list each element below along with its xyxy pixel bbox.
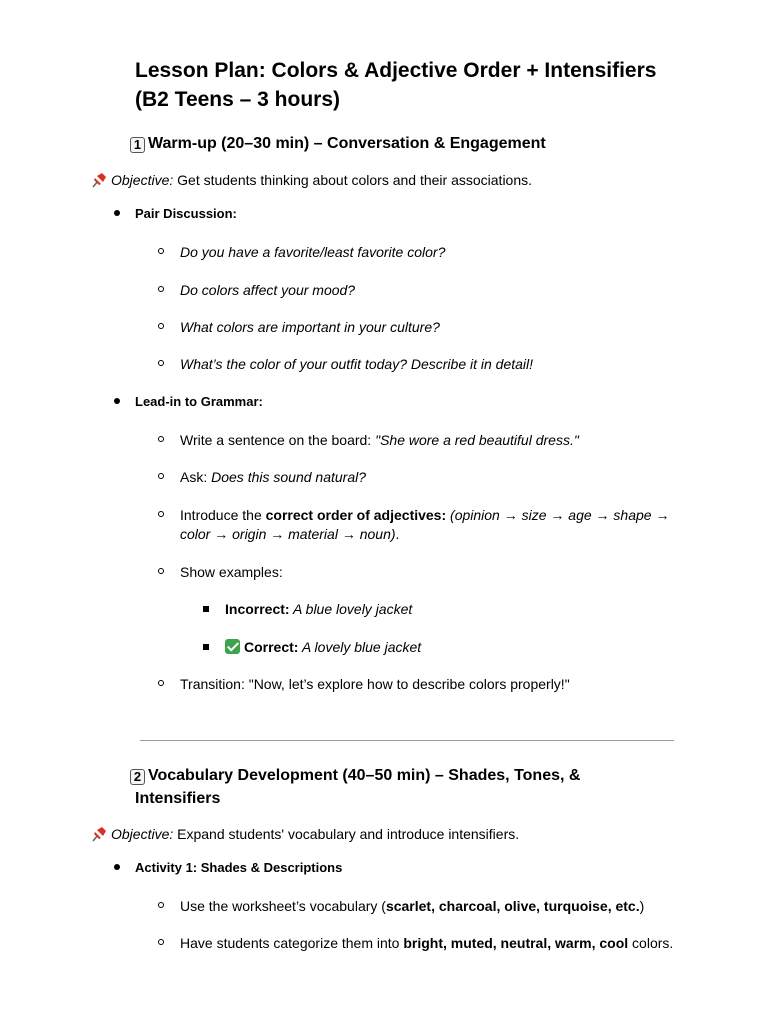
example-sentence: "She wore a red beautiful dress." <box>375 432 579 448</box>
write-prefix: Write a sentence on the board: <box>180 432 376 448</box>
bullet-circle <box>158 902 164 908</box>
section-divider <box>140 740 674 741</box>
pair-discussion-bullet <box>114 205 237 223</box>
discussion-question: Do colors affect your mood? <box>180 282 356 298</box>
list-item <box>158 933 673 953</box>
keycap-number-icon: 2 <box>130 769 145 785</box>
objective-label: Objective: <box>111 826 174 842</box>
section-2-heading <box>130 764 580 787</box>
correct-example: A lovely blue jacket <box>298 639 422 655</box>
bullet-circle <box>158 360 164 366</box>
bullet-circle <box>158 286 164 292</box>
incorrect-example: A blue lovely jacket <box>289 601 413 617</box>
list-item-continuation <box>180 524 399 544</box>
section-1-heading <box>130 132 546 155</box>
list-item <box>158 674 570 694</box>
section-1-objective <box>90 171 532 189</box>
list-item <box>158 280 355 300</box>
list-item <box>203 637 421 657</box>
ask-question: Does this sound natural? <box>211 469 366 485</box>
adjective-order-part-2: color → origin → material → noun) <box>180 526 396 542</box>
bullet-circle <box>158 680 164 686</box>
vocab-prefix: Use the worksheet’s vocabulary ( <box>180 898 386 914</box>
list-item <box>158 354 533 374</box>
bullet-dot <box>114 864 120 870</box>
list-item <box>158 467 366 487</box>
list-item <box>203 599 412 619</box>
discussion-question: What’s the color of your outfit today? Describe it in detail! <box>180 356 534 372</box>
section-2-objective <box>90 825 519 843</box>
ask-prefix: Ask: <box>180 469 212 485</box>
vocab-words: scarlet, charcoal, olive, turquoise, etc. <box>385 898 640 914</box>
bullet-circle <box>158 939 164 945</box>
pushpin-icon <box>90 171 108 189</box>
transition-text: Transition: "Now, let’s explore how to describe colors properly!" <box>180 676 570 692</box>
discussion-question: Do you have a favorite/least favorite color? <box>180 244 446 260</box>
bullet-circle <box>158 436 164 442</box>
pair-discussion-label: Pair Discussion: <box>135 206 237 221</box>
document-title-line-1: Lesson Plan: Colors & Adjective Order + Intensifiers <box>135 59 657 82</box>
bullet-dot <box>114 398 120 404</box>
bullet-circle <box>158 473 164 479</box>
bullet-circle <box>158 248 164 254</box>
discussion-question: What colors are important in your culture? <box>180 319 440 335</box>
bullet-circle <box>158 323 164 329</box>
objective-label: Objective: <box>111 172 174 188</box>
list-item <box>158 896 644 916</box>
objective-text: Get students thinking about colors and their associations. <box>173 172 533 188</box>
bullet-square <box>203 644 209 650</box>
bullet-circle <box>158 511 164 517</box>
list-item <box>158 562 283 582</box>
adjective-order-part-1: (opinion → size → age → shape → <box>446 507 670 523</box>
document-title-line-2: (B2 Teens – 3 hours) <box>135 88 340 111</box>
correct-label: Correct: <box>244 639 299 655</box>
incorrect-label: Incorrect: <box>225 601 290 617</box>
activity-1-label: Activity 1: Shades & Descriptions <box>135 860 343 875</box>
list-item <box>158 430 579 450</box>
section-2-heading-text: Vocabulary Development (40–50 min) – Shades, Tones, & <box>148 767 581 784</box>
introduce-bold: correct order of adjectives: <box>265 507 447 523</box>
introduce-end: . <box>395 526 400 542</box>
lead-in-label: Lead-in to Grammar: <box>135 394 263 409</box>
activity-1-bullet <box>114 859 342 877</box>
objective-text: Expand students' vocabulary and introduce intensifiers. <box>173 826 520 842</box>
show-examples: Show examples: <box>180 564 283 580</box>
bullet-circle <box>158 568 164 574</box>
section-1-heading-text: Warm-up (20–30 min) – Conversation & Engagement <box>148 135 546 152</box>
list-item <box>158 505 669 525</box>
bullet-square <box>203 606 209 612</box>
check-mark-button-icon <box>225 639 240 654</box>
color-categories: bright, muted, neutral, warm, cool <box>403 935 629 951</box>
bullet-dot <box>114 210 120 216</box>
lead-in-bullet <box>114 393 263 411</box>
categorize-prefix: Have students categorize them into <box>180 935 404 951</box>
pushpin-icon <box>90 825 108 843</box>
section-2-heading-line-2: Intensifiers <box>135 790 221 807</box>
introduce-prefix: Introduce the <box>180 507 266 523</box>
categorize-suffix: colors. <box>628 935 674 951</box>
list-item <box>158 242 445 262</box>
list-item <box>158 317 440 337</box>
keycap-number-icon: 1 <box>130 137 145 153</box>
vocab-suffix: ) <box>639 898 645 914</box>
